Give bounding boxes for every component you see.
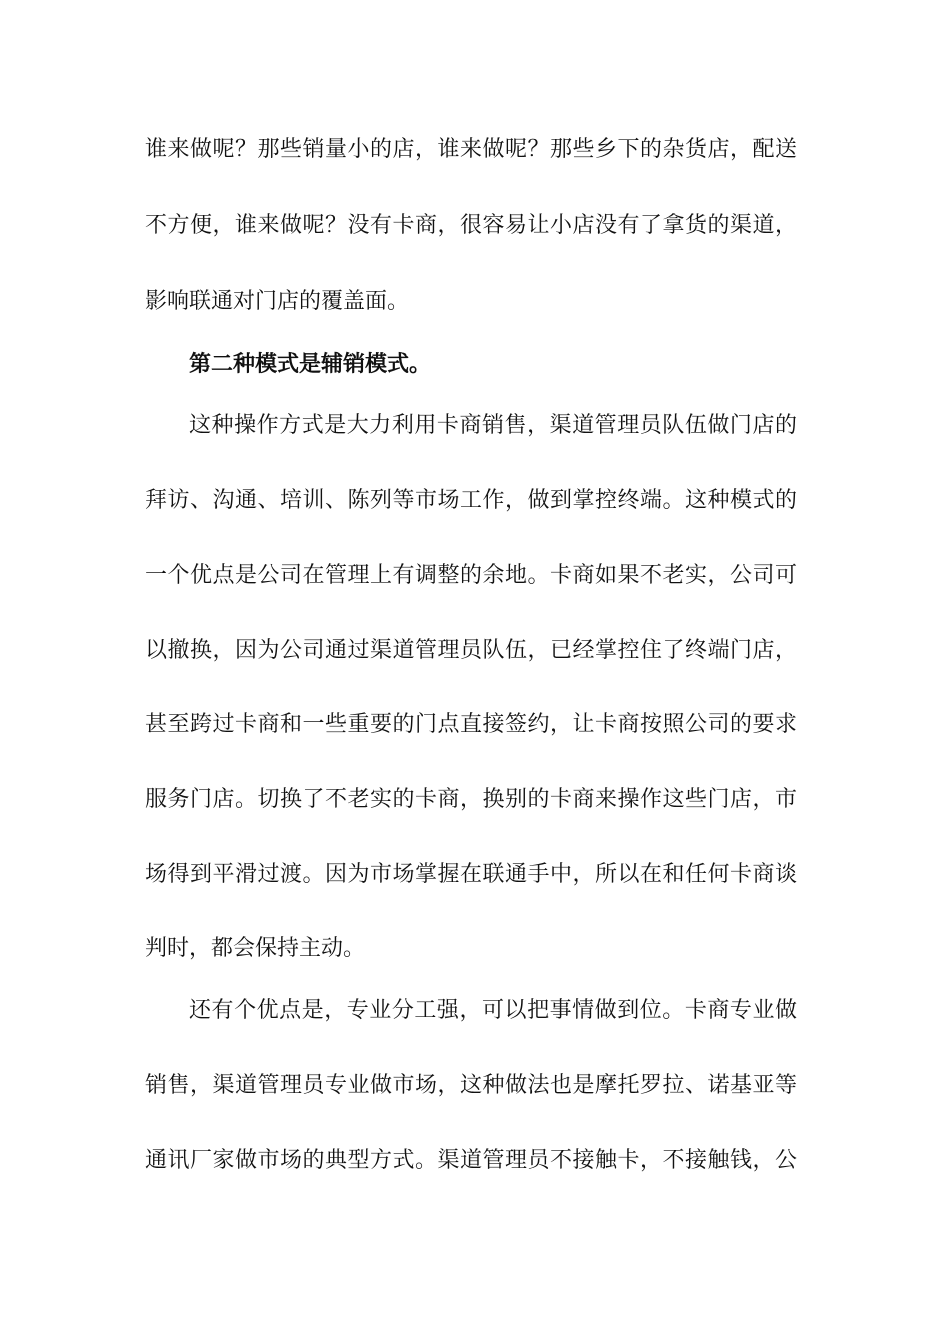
text-line-8: 以撤换，因为公司通过渠道管理员队伍，已经掌控住了终端门店， [145,638,797,663]
text-line-12: 判时，都会保持主动。 [145,936,366,961]
text-line-15: 通讯厂家做市场的典型方式。渠道管理员不接触卡，不接触钱，公 [145,1148,797,1173]
text-line-7: 一个优点是公司在管理上有调整的余地。卡商如果不老实，公司可 [145,563,797,588]
text-line-2: 不方便，谁来做呢？没有卡商，很容易让小店没有了拿货的渠道， [145,213,797,238]
text-line-9: 甚至跨过卡商和一些重要的门点直接签约，让卡商按照公司的要求 [145,712,797,737]
section-heading: 第二种模式是辅销模式。 [189,351,432,377]
text-line-10: 服务门店。切换了不老实的卡商，换别的卡商来操作这些门店，市 [145,787,797,812]
text-line-3: 影响联通对门店的覆盖面。 [145,289,410,314]
text-line-6: 拜访、沟通、培训、陈列等市场工作，做到掌控终端。这种模式的 [145,488,797,513]
text-line-1: 谁来做呢？那些销量小的店，谁来做呢？那些乡下的杂货店，配送 [145,137,797,162]
text-line-11: 场得到平滑过渡。因为市场掌握在联通手中，所以在和任何卡商谈 [145,862,797,887]
text-line-14: 销售，渠道管理员专业做市场，这种做法也是摩托罗拉、诺基亚等 [145,1073,797,1098]
text-line-13: 还有个优点是，专业分工强，可以把事情做到位。卡商专业做 [189,998,797,1023]
text-line-5: 这种操作方式是大力利用卡商销售，渠道管理员队伍做门店的 [189,413,797,438]
